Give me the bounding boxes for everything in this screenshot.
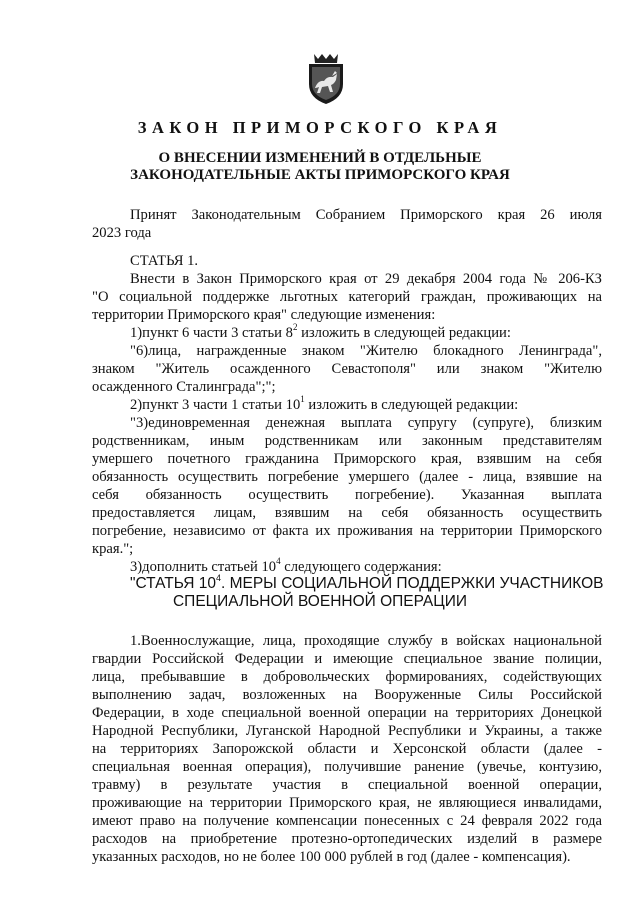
item-1-quote-line-2: знаком "Житель осажденного Севастополя" или знаком "Жителю — [92, 361, 602, 377]
coat-of-arms-emblem — [306, 54, 346, 104]
paragraph-1-line-11: имеют право на получение компенсации понесенных с 24 февраля 2022 года — [92, 813, 602, 829]
paragraph-1-line-2: гвардии Российской Федерации и имеющие специальное звание полиции, — [92, 651, 602, 667]
paragraph-1-line-5: Федерации, в ходе специальной военной операции на территориях Донецкой — [92, 705, 602, 721]
item-2-quote-line-1: "3)единовременная денежная выплата супругу (супруге), близким — [130, 415, 602, 431]
item-2-quote-line-4: обязанность осуществить погребение умершего (далее - лица, взявшие на — [92, 469, 602, 485]
intro-line-3: территории Приморского края" следующие изменения: — [92, 307, 436, 323]
new-article-heading-line-1: "СТАТЬЯ $10^4$. МЕРЫ СОЦИАЛЬНОЙ ПОДДЕРЖКИ УЧАСТНИКОВ — [130, 572, 604, 592]
paragraph-1-line-6: Народной Республики, Луганской Народной Республики и Украины, а также — [92, 723, 602, 739]
item-2-quote-line-7: погребение, независимо от факта их проживания на территории Приморского — [92, 523, 602, 539]
paragraph-1-line-12: расходов на приобретение протезно-ортопедических изделий в размере — [92, 831, 602, 847]
item-2-quote-line-6: предоставляется лицам, взявшим на себя обязанность осуществить — [92, 505, 602, 521]
intro-line-2: "О социальной поддержке льготных категорий граждан, проживающих на — [92, 289, 602, 305]
law-subtitle-line-1: О ВНЕСЕНИИ ИЗМЕНЕНИЙ В ОТДЕЛЬНЫЕ — [158, 150, 482, 166]
paragraph-1-line-13: указанных расходов, но не более 100 000 рублей в год (далее - компенсация). — [92, 849, 571, 865]
paragraph-1-line-9: травму) в результате участия в специальной военной операции, — [92, 777, 602, 793]
item-1-text: 1)пункт 6 части 3 статьи $8^2$ изложить в следующей редакции: — [130, 322, 511, 341]
item-2-quote-line-5: себя обязанность осуществить погребение). Указанная выплата — [92, 487, 602, 503]
item-3-text: 3)дополнить статьей $10^4$ следующего содержания: — [130, 556, 442, 575]
adoption-note-line-2: 2023 года — [92, 225, 152, 241]
paragraph-1-line-10: проживающие на территории Приморского края, не являющиеся инвалидами, — [92, 795, 602, 811]
adoption-note-line-1: Принят Законодательным Собранием Приморского края 26 июля — [130, 207, 602, 223]
paragraph-1-line-3: лица, пребывавшие в добровольческих формированиях, содействующих — [92, 669, 602, 685]
item-1-quote-line-3: осажденного Сталинграда";"; — [92, 379, 276, 395]
item-2-text: 2)пункт 3 части 1 статьи $10^1$ изложить в следующей редакции: — [130, 394, 519, 413]
intro-line-1: Внести в Закон Приморского края от 29 декабря 2004 года № 206-КЗ — [130, 271, 602, 287]
law-subtitle-line-2: ЗАКОНОДАТЕЛЬНЫЕ АКТЫ ПРИМОРСКОГО КРАЯ — [130, 167, 510, 183]
new-article-heading-line-2: СПЕЦИАЛЬНОЙ ВОЕННОЙ ОПЕРАЦИИ — [172, 593, 468, 610]
item-2-quote-line-3: умершего почетного гражданина Приморского края, взявшим на себя — [92, 451, 602, 467]
paragraph-1-line-4: выполнению задач, возложенных на Вооруженные Силы Российской — [92, 687, 602, 703]
paragraph-1-line-1: 1.Военнослужащие, лица, проходящие службу в войсках национальной — [130, 633, 602, 649]
item-2-quote-line-8: края."; — [92, 541, 134, 557]
paragraph-1-line-8: специальная военная операция), получившие ранение (увечье, контузию, — [92, 759, 602, 775]
article-1-heading: СТАТЬЯ 1. — [130, 253, 199, 269]
item-1-quote-line-1: "6)лица, награжденные знаком "Жителю блокадного Ленинграда", — [130, 343, 602, 359]
paragraph-1-line-7: на территориях Запорожской области и Херсонской области (далее - — [92, 741, 602, 757]
law-title: ЗАКОН ПРИМОРСКОГО КРАЯ — [137, 118, 503, 137]
item-2-quote-line-2: родственникам, иным родственникам или законным представителям — [92, 433, 602, 449]
